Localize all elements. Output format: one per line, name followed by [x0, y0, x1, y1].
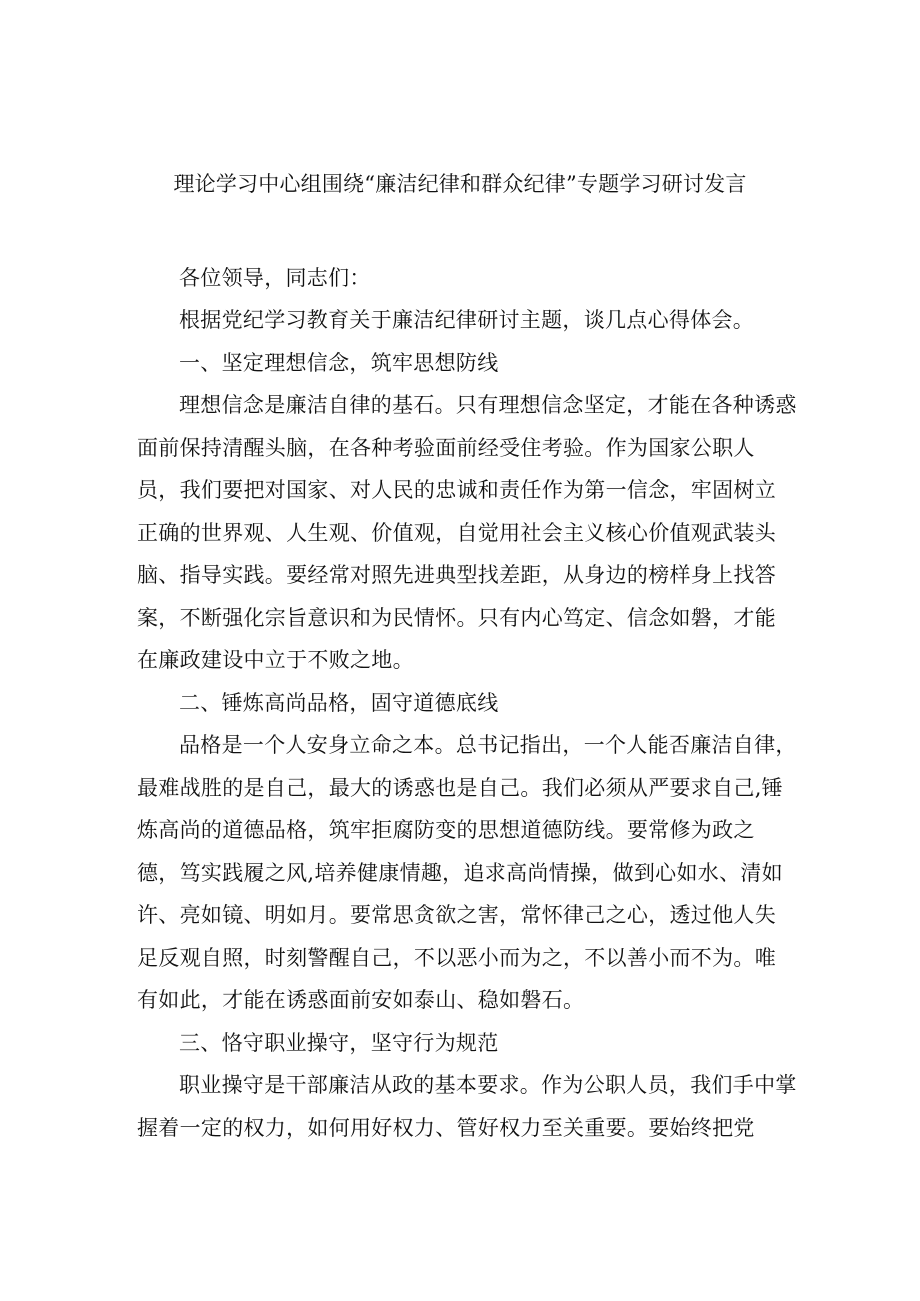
- intro-paragraph: 根据党纪学习教育关于廉洁纪律研讨主题，谈几点心得体会。: [179, 308, 755, 332]
- section-body-3: 职业操守是干部廉洁从政的基本要求。作为公职人员，我们手中掌握着一定的权力，如何用好权力、管好权力至关重要。要始终把党: [137, 1073, 797, 1140]
- section-heading-1: 一、坚定理想信念，筑牢思想防线: [179, 350, 499, 375]
- section-heading-2: 二、锤炼高尚品格，固守道德底线: [179, 690, 499, 715]
- section-heading-3: 三、恪守职业操守，坚守行为规范: [179, 1030, 499, 1055]
- salutation: 各位领导，同志们：: [179, 266, 371, 290]
- section-body-2: 品格是一个人安身立命之本。总书记指出，一个人能否廉洁自律，最难战胜的是自己，最大的诱惑也是自己。我们必须从严要求自己,锤炼高尚的道德品格，筑牢拒腐防变的思想道德防线。要常修为政之德，笃实践履之风,培养健康情趣，追求高尚情操，做到心如水、清如许、亮如镜、明如月。要常思贪欲之害，常怀律己之心，透过他人失足反观自照，时刻警醒自己，不以恶小而为之，不以善小而不为。唯有如此，才能在诱惑面前安如泰山、稳如磐石。: [137, 733, 797, 1012]
- document-body: [137, 299, 797, 1149]
- document-title: 理论学习中心组围绕“廉洁纪律和群众纪律”专题学习研讨发言: [173, 172, 747, 196]
- section-body-1: 理想信念是廉洁自律的基石。只有理想信念坚定，才能在各种诱惑面前保持清醒头脑，在各种考验面前经受住考验。作为国家公职人员，我们要把对国家、对人民的忠诚和责任作为第一信念，牢固树立正确的世界观、人生观、价值观，自觉用社会主义核心价值观武装头脑、指导实践。要经常对照先进典型找差距，从身边的榜样身上找答案，不断强化宗旨意识和为民情怀。只有内心笃定、信念如磐，才能在廉政建设中立于不败之地。: [137, 393, 797, 672]
